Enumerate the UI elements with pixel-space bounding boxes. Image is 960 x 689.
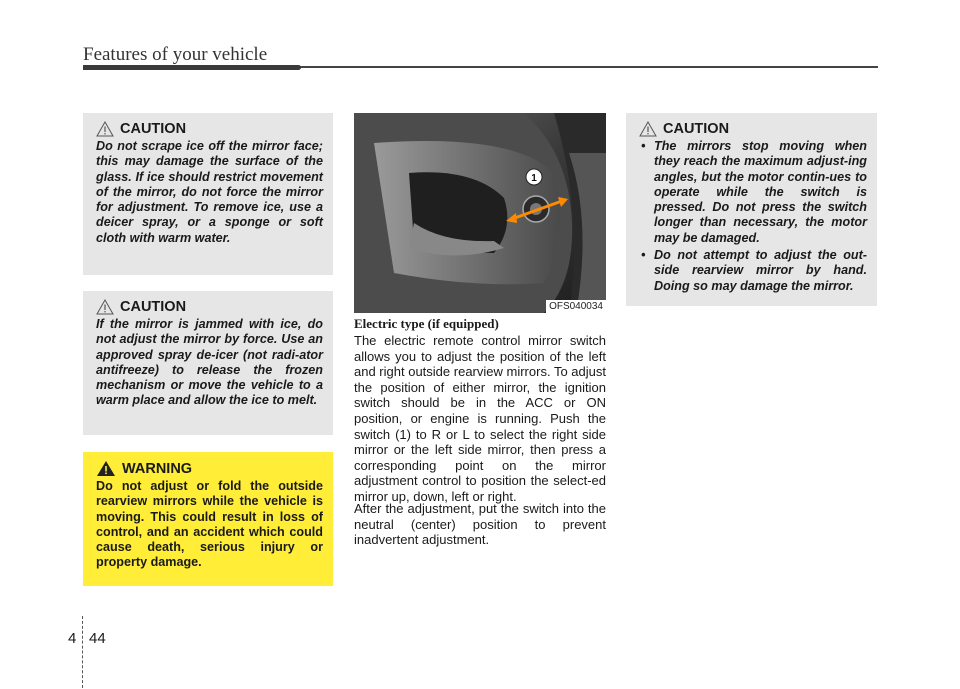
caution-triangle-icon xyxy=(96,299,114,315)
caution-title xyxy=(639,121,867,137)
caution-title xyxy=(96,299,323,315)
section-number: 4 xyxy=(68,630,77,647)
caution-body: If the mirror is jammed with ice, do not adjust the mirror by force. Use an approved spray de-icer (not radi-ator antifreeze) to release the frozen mechanism or move the vehicle to a warm place and allow the ice to melt. xyxy=(96,317,323,408)
caution-title-text: CAUTION xyxy=(120,299,187,315)
warning-box xyxy=(83,452,333,586)
caution-bullet-item: • The mirrors stop moving when they reach the maximum adjust-ing angles, but the motor contin-ues to operate while the switch is pressed. Do not press the switch longer than necessary, the motor may be damaged. xyxy=(639,139,867,246)
caution-bullet-list xyxy=(639,139,867,294)
figure-callout-number: 1 xyxy=(531,173,537,184)
page-number: 44 xyxy=(89,630,106,647)
electric-paragraph-1: The electric remote control mirror switch allows you to adjust the position of the left and right outside rearview mirrors. To adjust the position of either mirror, the ignition switch should be in the ACC or ON position, or engine is running. Push the switch (1) to R or L to select the right side mirror or the left side mirror, then press a corresponding point on the mirror adjustment control to position the select-ed mirror up, down, left or right. xyxy=(354,333,606,504)
caution-triangle-icon xyxy=(96,121,114,137)
page-number-divider xyxy=(82,616,83,688)
figure-label: OFS040034 xyxy=(546,300,606,313)
page-header-title: Features of your vehicle xyxy=(83,44,268,65)
warning-triangle-icon xyxy=(96,460,116,477)
warning-body: Do not adjust or fold the outside rearview mirrors while the vehicle is moving. This could result in loss of control, and an accident which could cause death, serious injury or property damage. xyxy=(96,479,323,570)
mirror-switch-photo xyxy=(354,113,606,313)
caution-box-ice-scraping xyxy=(83,113,333,275)
header-accent-bar xyxy=(83,65,301,70)
door-panel-illustration xyxy=(354,113,606,313)
warning-title xyxy=(96,460,323,477)
caution-title-text: CAUTION xyxy=(120,121,187,137)
electric-type-heading: Electric type (if equipped) xyxy=(354,316,499,331)
caution-title-text: CAUTION xyxy=(663,121,730,137)
caution-box-jammed-mirror xyxy=(83,291,333,435)
caution-bullet-item: • Do not attempt to adjust the out-side rearview mirror by hand. Doing so may damage the mirror. xyxy=(639,248,867,294)
electric-paragraph-2: After the adjustment, put the switch into the neutral (center) position to prevent inadvertent adjustment. xyxy=(354,501,606,548)
caution-title xyxy=(96,121,323,137)
caution-body: Do not scrape ice off the mirror face; this may damage the surface of the glass. If ice should restrict movement of the mirror, do not force the mirror for adjustment. To remove ice, use a deicer spray, or a sponge or soft cloth with warm water. xyxy=(96,139,323,245)
caution-box-motor xyxy=(626,113,877,306)
warning-title-text: WARNING xyxy=(122,460,193,477)
caution-triangle-icon xyxy=(639,121,657,137)
